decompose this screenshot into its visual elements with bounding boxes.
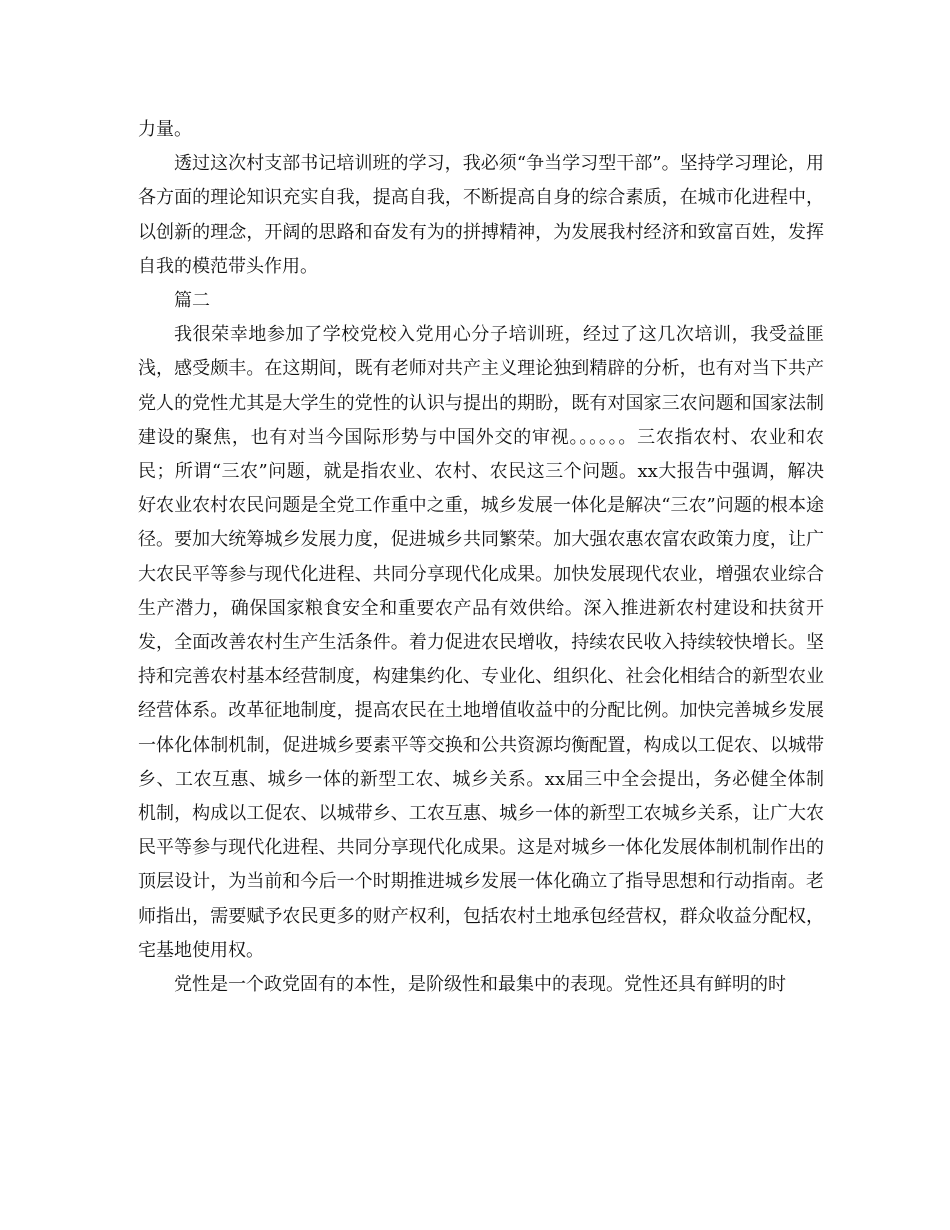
paragraph-continuation: 力量。 [138, 119, 192, 140]
paragraph-training-report: 我很荣幸地参加了学校党校入党用心分子培训班，经过了这几次培训，我受益匪浅，感受颇丰。在这期间，既有老师对共产主义理论独到精辟的分析，也有对当下共产党人的党性尤其是大学生的党性的认识与提出的期盼，既有对国家三农问题和国家法制建设的聚焦，也有对当今国际形势与中国外交的审视。。。。。。三农指农村、农业和农民；所谓“三农”问题，就是指农业、农村、农民这三个问题。xx大报告中强调，解决好农业农村农民问题是全党工作重中之重，城乡发展一体化是解决“三农”问题的根本途径。要加大统筹城乡发展力度，促进城乡共同繁荣。加大强农惠农富农政策力度，让广大农民平等参与现代化进程、共同分享现代化成果。加快发展现代农业，增强农业综合生产潜力，确保国家粮食安全和重要农产品有效供给。深入推进新农村建设和扶贫开发，全面改善农村生产生活条件。着力促进农民增收，持续农民收入持续较快增长。坚持和完善农村基本经营制度，构建集约化、专业化、组织化、社会化相结合的新型农业经营体系。改革征地制度，提高农民在土地增值收益中的分配比例。加快完善城乡发展一体化体制机制，促进城乡要素平等交换和公共资源均衡配置，构成以工促农、以城带乡、工农互惠、城乡一体的新型工农、城乡关系。xx届三中全会提出，务必健全体制机制，构成以工促农、以城带乡、工农互惠、城乡一体的新型工农城乡关系，让广大农民平等参与现代化进程、共同分享现代化成果。这是对城乡一体化发展体制机制作出的顶层设计，为当前和今后一个时期推进城乡发展一体化确立了指导思想和行动指南。老师指出，需要赋予农民更多的财产权利，包括农村土地承包经营权，群众收益分配权，宅基地使用权。 [138, 324, 824, 961]
paragraph-study-reflection: 透过这次村支部书记培训班的学习，我必须“争当学习型干部”。坚持学习理论，用各方面的理论知识充实自我，提高自我，不断提高自身的综合素质，在城市化进程中，以创新的理念，开阔的思路和奋发有为的拼搏精神，为发展我村经济和致富百姓，发挥自我的模范带头作用。 [138, 153, 824, 277]
paragraph-party-nature: 党性是一个政党固有的本性，是阶级性和最集中的表现。党性还具有鲜明的时 [174, 974, 786, 996]
section-heading: 篇二 [174, 290, 210, 312]
document-body [138, 113, 824, 1002]
